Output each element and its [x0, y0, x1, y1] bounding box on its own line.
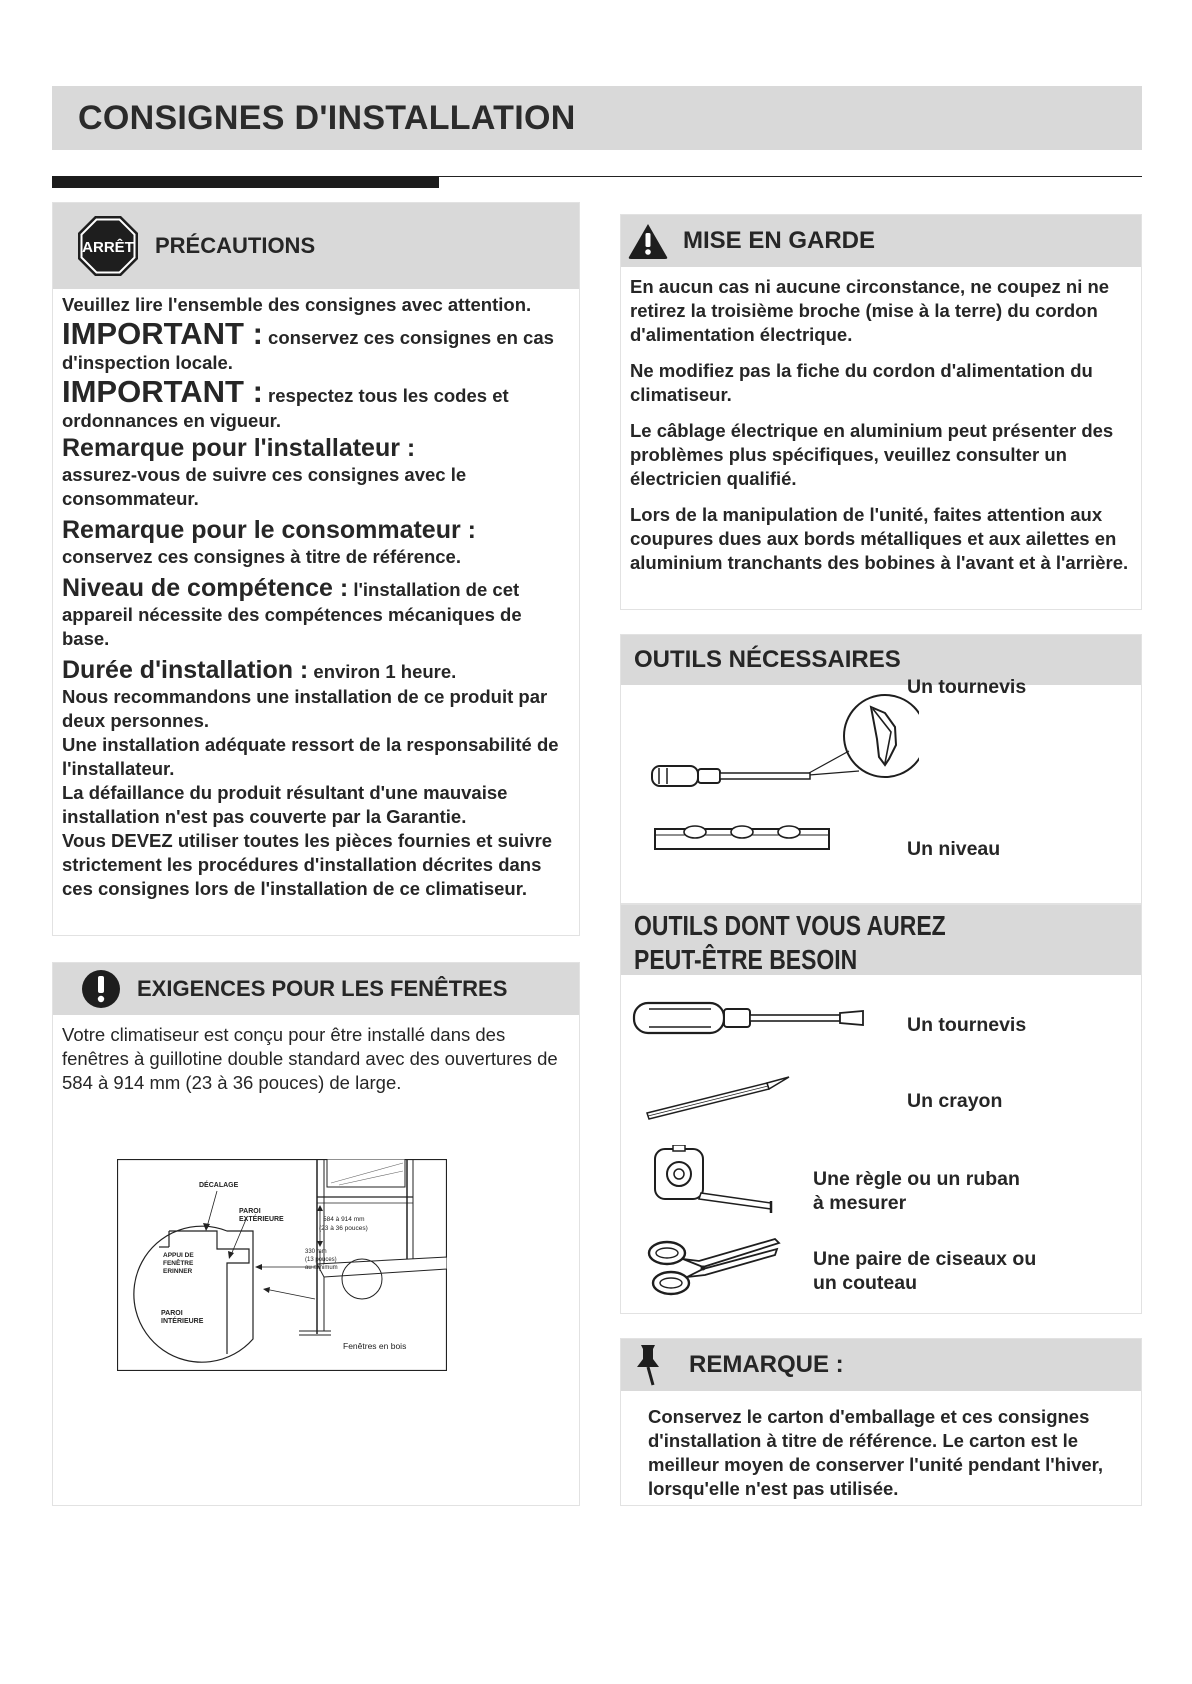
svg-text:PAROI: PAROI: [161, 1310, 183, 1317]
pushpin-icon: [629, 1343, 669, 1387]
precautions-para-3: La défaillance du produit résultant d'une mauvaise installation n'est pas couverte par la Garantie.: [62, 782, 508, 827]
divider-bar: [52, 176, 439, 188]
warning-section: [620, 214, 1142, 610]
tool-pencil-label: Un crayon: [907, 1090, 1003, 1112]
svg-text:DÉCALAGE: DÉCALAGE: [199, 1182, 239, 1189]
precautions-para-4: Vous DEVEZ utiliser toutes les pièces fournies et suivre strictement les procédures d'installation décrites dans ces consignes lors de l'installation de ce climatiseur.: [62, 830, 553, 899]
phillips-screwdriver-icon: [649, 687, 919, 797]
optional-tools-section: [620, 904, 1142, 1314]
note-text: Conservez le carton d'emballage et ces consignes d'installation à titre de référence. Le carton est le meilleur moyen de conserver l'unité pendant l'hiver, lorsqu'elle n'est pas utilisée.: [648, 1406, 1103, 1499]
tool-level-label: Un niveau: [907, 838, 1001, 860]
warning-triangle-icon: [627, 222, 669, 260]
window-requirements-section: [52, 962, 580, 1506]
warning-body: [621, 267, 1141, 575]
required-tools-title: OUTILS NÉCESSAIRES: [634, 646, 901, 673]
level-icon: [653, 823, 831, 853]
optional-tools-header: [621, 905, 1141, 975]
tape-measure-icon: [651, 1145, 781, 1221]
svg-text:FENÊTRE: FENÊTRE: [163, 1260, 194, 1267]
precautions-section: [52, 202, 580, 936]
installer-note: Remarque pour l'installateur : assurez-vous de suivre ces consignes avec le consommateur.: [62, 434, 467, 509]
precautions-body: [53, 289, 579, 901]
tool-tape-measure-label-2: à mesurer: [813, 1192, 907, 1214]
skill-note: Niveau de compétence : l'installation de cet appareil nécessite des compétences mécaniques de base.: [62, 574, 522, 649]
pencil-icon: [643, 1073, 793, 1121]
tool-scissors-label-1: Une paire de ciseaux ou: [813, 1248, 1037, 1270]
page-title: CONSIGNES D'INSTALLATION: [78, 98, 576, 137]
window-requirements-header: [53, 963, 579, 1015]
warning-header: [621, 215, 1141, 267]
stop-sign-text: ARRÊT: [82, 239, 134, 256]
exclamation-icon: [81, 969, 121, 1009]
required-tools-section: [620, 634, 1142, 904]
svg-text:APPUI DE: APPUI DE: [163, 1252, 194, 1259]
stop-sign-icon: [77, 215, 139, 277]
svg-text:INTÉRIEURE: INTÉRIEURE: [161, 1318, 204, 1325]
optional-tools-title-line2: PEUT-ÊTRE BESOIN: [634, 944, 858, 975]
precautions-intro: Veuillez lire l'ensemble des consignes avec attention.: [62, 294, 532, 315]
precautions-para-2: Une installation adéquate ressort de la responsabilité de l'installateur.: [62, 734, 559, 779]
warning-title: MISE EN GARDE: [683, 227, 876, 254]
tool-screwdriver-label: Un tournevis: [907, 676, 1027, 698]
flat-screwdriver-icon: [631, 997, 871, 1041]
precautions-para-1: Nous recommandons une installation de ce produit par deux personnes.: [62, 686, 548, 731]
svg-text:au minimum: au minimum: [305, 1265, 338, 1271]
important-note-1: IMPORTANT : conservez ces consignes en cas d'inspection locale.: [62, 316, 554, 373]
note-section: [620, 1338, 1142, 1506]
time-note: Durée d'installation : environ 1 heure.: [62, 656, 457, 684]
note-title: REMARQUE :: [689, 1351, 844, 1378]
window-diagram: [117, 1159, 447, 1371]
note-header: [621, 1339, 1141, 1391]
warning-para-4: Lors de la manipulation de l'unité, faites attention aux coupures dues aux bords métalliques et aux ailettes en aluminium tranchants des bobines à l'avant et à l'arrière.: [630, 504, 1129, 573]
window-requirements-text: Votre climatiseur est conçu pour être installé dans des fenêtres à guillotine double standard avec des ouvertures de 584 à 914 mm (23 à 36 pouces) de large.: [62, 1024, 558, 1093]
consumer-note: Remarque pour le consommateur : conservez ces consignes à titre de référence.: [62, 516, 476, 567]
svg-text:330 mm: 330 mm: [305, 1249, 327, 1255]
window-requirements-title: EXIGENCES POUR LES FENÊTRES: [137, 976, 508, 1001]
svg-text:EXTÉRIEURE: EXTÉRIEURE: [239, 1216, 284, 1223]
required-tools-header: [621, 635, 1141, 685]
warning-para-3: Le câblage électrique en aluminium peut présenter des problèmes plus spécifiques, veuillez consulter un électricien qualifié.: [630, 420, 1114, 489]
optional-tools-title-line1: OUTILS DONT VOUS AUREZ: [634, 910, 946, 941]
svg-text:(23 à 36 pouces): (23 à 36 pouces): [319, 1225, 368, 1232]
svg-text:ERINNER: ERINNER: [163, 1268, 193, 1275]
page-header: [52, 86, 1142, 150]
svg-text:(13 pouces): (13 pouces): [305, 1257, 337, 1263]
svg-text:PAROI: PAROI: [239, 1208, 261, 1215]
precautions-title: PRÉCAUTIONS: [155, 233, 316, 258]
scissors-icon: [643, 1235, 783, 1301]
precautions-header: [53, 203, 579, 289]
warning-para-2: Ne modifiez pas la fiche du cordon d'alimentation du climatiseur.: [630, 360, 1093, 405]
important-note-2: IMPORTANT : respectez tous les codes et ordonnances en vigueur.: [62, 374, 509, 431]
tool-flat-screwdriver-label: Un tournevis: [907, 1014, 1027, 1036]
tool-tape-measure-label-1: Une règle ou un ruban: [813, 1168, 1020, 1190]
tool-scissors-label-2: un couteau: [813, 1272, 918, 1294]
svg-text:584 à 914 mm: 584 à 914 mm: [323, 1216, 365, 1223]
svg-text:Fenêtres en bois: Fenêtres en bois: [343, 1341, 407, 1351]
warning-para-1: En aucun cas ni aucune circonstance, ne coupez ni ne retirez la troisième broche (mise à la terre) du cordon d'alimentation électrique.: [630, 276, 1110, 345]
